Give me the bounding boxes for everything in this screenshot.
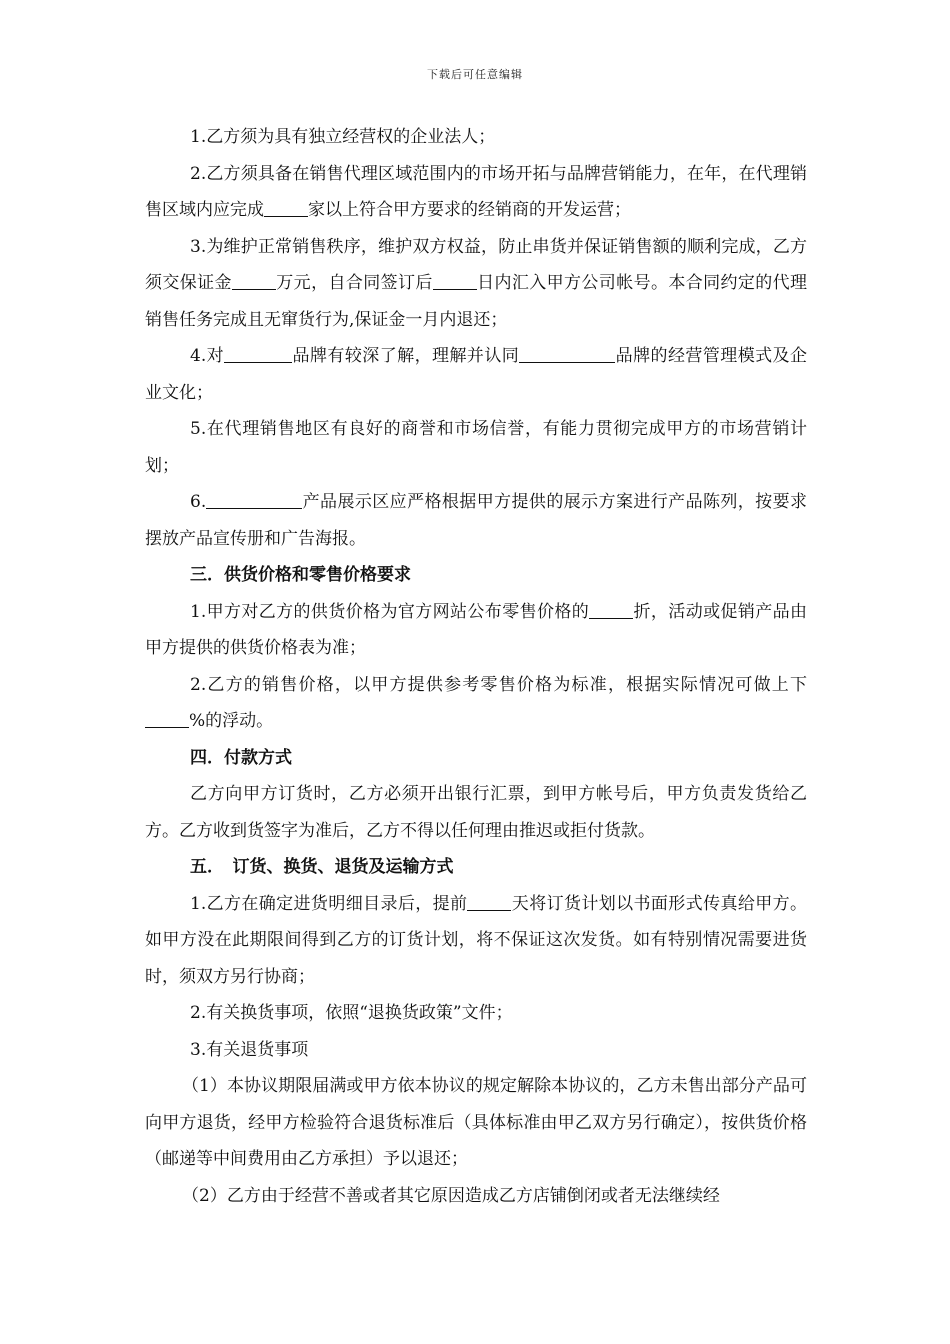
text: 2.乙方的销售价格，以甲方提供参考零售价格为标准，根据实际情况可做上下 [190,674,807,695]
text: 6. [190,492,207,512]
text: 五． 订货、换货、退货及运输方式 [190,857,454,877]
blank-field[interactable] [519,344,615,363]
text: 1.甲方对乙方的供货价格为官方网站公布零售价格的 [190,601,590,622]
text: %的浮动。 [189,711,274,731]
contract-body [145,119,807,1214]
text: 天将订货计划以书面形式传真给甲方。如甲方没在此期限间得到乙方的订货计划，将不保证这次发货。如有特别情况需要进货时，须双方另行协商； [145,893,807,987]
section-heading-3 [145,557,807,594]
clause-3-1 [145,594,807,667]
clause-5-1 [145,886,807,996]
text: 4.对 [190,346,225,366]
text: 乙方向甲方订货时，乙方必须开出银行汇票，到甲方帐号后，甲方负责发货给乙方。乙方收到货签字为准后，乙方不得以任何理由推迟或拒付货款。 [145,784,807,841]
clause-3-2 [145,667,807,740]
text: （1）本协议期限届满或甲方依本协议的规定解除本协议的，乙方未售出部分产品可向甲方退货，经甲方检验符合退货标准后（具体标准由甲乙双方另行确定），按供货价格（邮递等中间费用由乙方承担）予以退还； [145,1076,807,1169]
clause-5-3-2 [145,1178,807,1215]
blank-field[interactable] [467,892,511,911]
section-heading-4 [145,740,807,777]
text: 四．付款方式 [190,747,292,768]
blank-field[interactable] [433,271,477,290]
section-heading-5 [145,849,807,886]
blank-field[interactable] [206,490,302,509]
blank-field[interactable] [589,600,633,619]
clause-1-2 [145,156,807,229]
text: 品牌有较深了解，理解并认同 [292,346,520,366]
blank-field[interactable] [264,198,308,217]
text: 3.有关退货事项 [190,1039,309,1060]
text: （2）乙方由于经营不善或者其它原因造成乙方店铺倒闭或者无法继续经 [182,1185,720,1206]
text: 产品展示区应严格根据甲方提供的展示方案进行产品陈列，按要求摆放产品宣传册和广告海报。 [145,492,807,549]
text: 1.乙方须为具有独立经营权的企业法人； [190,127,496,147]
clause-5-2 [145,995,807,1032]
clause-1-4 [145,338,807,411]
clause-1-6 [145,484,807,557]
blank-field[interactable] [232,271,276,290]
text: 1.乙方在确定进货明细目录后，提前 [190,893,468,914]
text: 万元，自合同签订后 [275,273,433,293]
clause-4-1 [145,776,807,849]
blank-field[interactable] [145,709,189,728]
text: 折，活动或促销产品由甲方提供的供货价格表为准； [145,601,808,658]
text: 品牌的经营管理模式及企业文化； [145,346,807,403]
clause-1-1 [145,119,807,156]
blank-field[interactable] [224,344,292,363]
clause-5-3 [145,1032,807,1069]
text: 5.在代理销售地区有良好的商誉和市场信誉，有能力贯彻完成甲方的市场营销计划； [145,419,807,476]
clause-5-3-1 [145,1068,807,1178]
text: 日内汇入甲方公司帐号。本合同约定的代理销售任务完成且无窜货行为,保证金一月内退还； [145,273,808,330]
text: 家以上符合甲方要求的经销商的开发运营； [308,200,631,220]
header-note: 下载后可任意编辑 [427,68,523,81]
clause-1-3 [145,229,807,339]
text: 3.为维护正常销售秩序，维护双方权益，防止串货并保证销售额的顺利完成，乙方须交保证金 [145,236,807,293]
clause-1-5 [145,411,807,484]
text: 三．供货价格和零售价格要求 [190,565,411,585]
text: 2.乙方须具备在销售代理区域范围内的市场开拓与品牌营销能力，在年，在代理销售区域内应完成 [145,163,807,220]
text: 2.有关换货事项，依照“退换货政策”文件； [190,1003,513,1023]
